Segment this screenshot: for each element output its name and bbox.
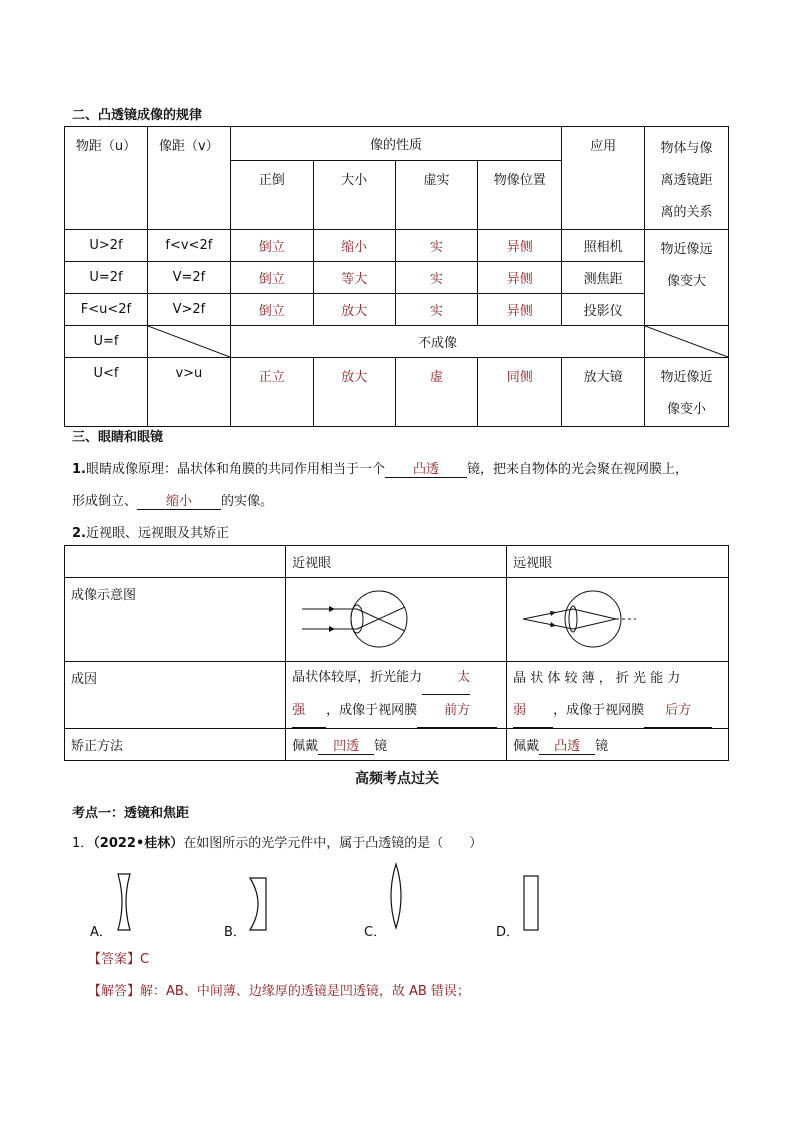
- cell-relation-far: [645, 230, 729, 326]
- cell-size: 等大: [313, 262, 395, 294]
- cell-orient: 正立: [230, 358, 313, 427]
- cell-size: 缩小: [313, 230, 395, 262]
- cell-u: U>2f: [65, 230, 148, 262]
- relation-far-line2: 像变大: [667, 274, 707, 289]
- table-row: [65, 358, 729, 427]
- eye-correction-table: [64, 545, 729, 761]
- cell-app: 照相机: [562, 230, 645, 262]
- header-myopia: 近视眼: [286, 546, 507, 578]
- section2-title: 二、凸透镜成像的规律: [72, 108, 203, 123]
- answer-blank: 后方: [644, 695, 712, 728]
- answer-blank: 缩小: [137, 490, 221, 510]
- myopia-diagram: [286, 578, 507, 662]
- cause-label: 成因: [65, 662, 286, 729]
- item-number: 2.: [72, 526, 86, 541]
- point1-title: 考点一：透镜和焦距: [72, 806, 190, 821]
- cell-relation-near: [645, 358, 729, 427]
- hyperopia-diagram: [507, 578, 729, 662]
- option-a-label: A．: [90, 925, 112, 940]
- header-real-virtual: 虚实: [395, 161, 478, 230]
- answer-blank: 前方: [417, 695, 497, 728]
- table-row: [65, 262, 729, 294]
- section3-title: 三、眼睛和眼镜: [72, 430, 164, 445]
- table-row: [65, 230, 729, 262]
- question-1: [72, 832, 482, 851]
- table-row: [65, 294, 729, 326]
- header-relation-line2: 离透镜距: [660, 173, 713, 188]
- diagram-label: 成像示意图: [65, 578, 286, 662]
- eye-principle-line1: [72, 458, 688, 478]
- myopia-eye-icon: [297, 590, 417, 650]
- cell-orient: 倒立: [230, 230, 313, 262]
- myopia-cause-text-2: ，成像于视网膜: [326, 703, 418, 718]
- answer-value: C: [140, 952, 150, 967]
- cell-real: 实: [395, 230, 478, 262]
- concave-lens-icon: [118, 874, 130, 930]
- relation-near-line1: 物近像近: [660, 370, 713, 385]
- cell-v: v>u: [147, 358, 230, 427]
- subsection-title: [72, 522, 229, 541]
- cell-orient: 倒立: [230, 262, 313, 294]
- analysis-text: 解：AB、中间薄、边缘厚的透镜是凹透镜，故 AB 错误；: [140, 984, 470, 999]
- cell-pos: 异侧: [478, 230, 562, 262]
- analysis-line: [88, 980, 470, 999]
- header-nature: 像的性质: [230, 127, 561, 161]
- header-relation: [645, 127, 729, 230]
- mirror-text: 镜: [595, 738, 609, 754]
- blank-header: [65, 546, 286, 578]
- eye-principle-text: 眼睛成像原理：晶状体和角膜的共同作用相当于一个: [85, 462, 385, 477]
- wear-text: 佩戴: [513, 738, 540, 754]
- cell-no-image: 不成像: [230, 326, 644, 358]
- option-c-label: C．: [364, 925, 387, 940]
- hyperopia-fix: [507, 729, 729, 761]
- table-row: [65, 326, 729, 358]
- answer-blank: 太: [422, 662, 470, 695]
- cell-u: U=2f: [65, 262, 148, 294]
- glass-plate-icon: [524, 876, 538, 930]
- question-text: 在如图所示的光学元件中，属于凸透镜的是（ ）: [183, 836, 483, 851]
- plano-concave-lens-icon: [250, 878, 266, 930]
- cell-app: 测焦距: [562, 262, 645, 294]
- header-application: 应用: [562, 127, 645, 230]
- myopia-cause-line2: [292, 695, 506, 728]
- mirror-text: 镜: [374, 738, 388, 754]
- cell-app: 放大镜: [562, 358, 645, 427]
- cell-orient: 倒立: [230, 294, 313, 326]
- myopia-cause-text: 晶状体较厚，折光能力: [292, 670, 423, 685]
- cell-real: 实: [395, 262, 478, 294]
- cell-u: F<u<2f: [65, 294, 148, 326]
- cell-real: 虚: [395, 358, 478, 427]
- relation-far-line1: 物近像远: [660, 242, 713, 257]
- myopia-cause: [286, 662, 507, 729]
- header-position: 物像位置: [478, 161, 562, 230]
- header-v: 像距（v）: [147, 127, 230, 230]
- hyperopia-cause: [507, 662, 729, 729]
- hyperopia-cause-line2: [513, 695, 728, 728]
- fix-label: 矫正方法: [65, 729, 286, 761]
- cell-size: 放大: [313, 358, 395, 427]
- wear-text: 佩戴: [292, 738, 319, 754]
- cell-real: 实: [395, 294, 478, 326]
- lens-imaging-table: [64, 126, 729, 427]
- hyperopia-cause-text-2: ，成像于视网膜: [553, 702, 645, 718]
- cell-v: V=2f: [147, 262, 230, 294]
- relation-near-line2: 像变小: [667, 402, 707, 417]
- header-relation-line3: 离的关系: [660, 205, 713, 220]
- answer-blank: 强: [292, 695, 326, 728]
- analysis-label: 【解答】: [88, 984, 141, 999]
- question-source: （2022•桂林）: [93, 836, 184, 851]
- exam-title: 高频考点过关: [355, 771, 439, 787]
- cell-pos: 异侧: [478, 294, 562, 326]
- cell-v: f<v<2f: [147, 230, 230, 262]
- answer-label: 【答案】: [88, 952, 141, 967]
- option-d-label: D．: [496, 925, 520, 940]
- hyperopia-eye-icon: [518, 590, 648, 650]
- hyperopia-cause-line1: 晶 状 体 较 薄 ， 折 光 能 力: [513, 670, 681, 686]
- item-number: 1.: [72, 462, 86, 477]
- eye-principle-text-4: 的实像。: [221, 494, 274, 509]
- cell-v: V>2f: [147, 294, 230, 326]
- answer-blank: 凹透: [318, 735, 374, 755]
- diagonal-cell: [645, 326, 729, 358]
- header-size: 大小: [313, 161, 395, 230]
- question-number: 1．: [72, 836, 94, 851]
- cell-size: 放大: [313, 294, 395, 326]
- lens-options: [80, 860, 620, 940]
- diagonal-cell: [147, 326, 230, 358]
- cell-app: 投影仪: [562, 294, 645, 326]
- cell-pos: 同侧: [478, 358, 562, 427]
- eye-principle-line2: [72, 490, 273, 510]
- answer-line: [88, 948, 149, 967]
- header-relation-line1: 物体与像: [660, 141, 713, 156]
- cell-pos: 异侧: [478, 262, 562, 294]
- subsection-text: 近视眼、远视眼及其矫正: [85, 526, 229, 541]
- header-orientation: 正倒: [230, 161, 313, 230]
- answer-blank: 凸透: [385, 458, 467, 478]
- cell-u: U<f: [65, 358, 148, 427]
- myopia-cause-line1: [292, 662, 506, 695]
- myopia-fix: [286, 729, 507, 761]
- eye-principle-text-2: 镜，把来自物体的光会聚在视网膜上，: [467, 462, 689, 477]
- header-u: 物距（u）: [65, 127, 148, 230]
- convex-lens-icon: [391, 864, 401, 928]
- eye-principle-text-3: 形成倒立、: [72, 494, 138, 509]
- answer-blank: 凸透: [539, 735, 595, 755]
- option-b-label: B．: [224, 925, 246, 940]
- header-hyperopia: 远视眼: [507, 546, 729, 578]
- cell-u: U=f: [65, 326, 148, 358]
- answer-blank: 弱: [513, 695, 553, 728]
